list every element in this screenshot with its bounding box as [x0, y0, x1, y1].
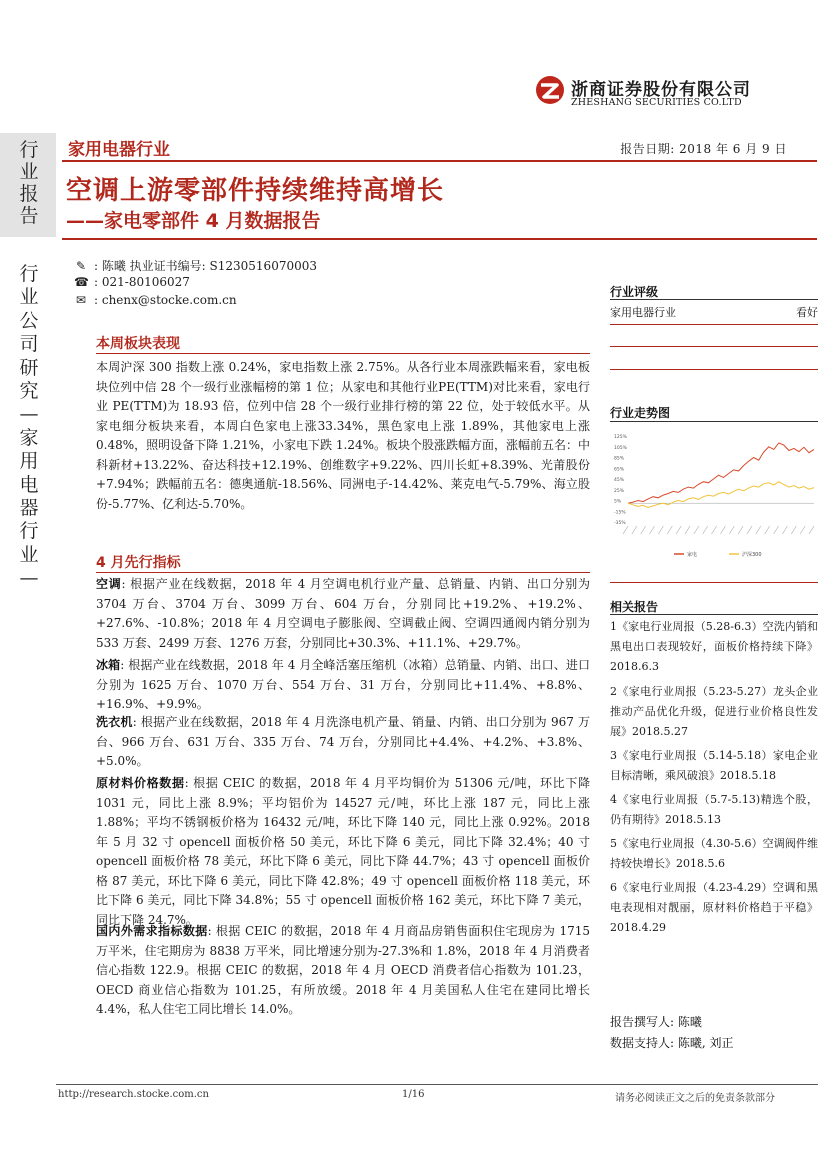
rating-divider	[610, 369, 818, 370]
demand-text: : 根据 CEIC 的数据，2018 年 4 月商品房销售面积住宅现房为 1715 万平米，住宅期房为 8838 万平米，同比增速分别为-27.3%和 1.8%，2018 年 4 月消费者信心指数 122.9。根据 CEIC 的数据，2018 年 4 月 OECD 消费者信心指数为 101.23，OECD 商业信心指数为 101.25，有所放缓。2018 年 4 月美国私人住宅在建同比增长 4.4%，私人住宅工同比增长 14.0%。	[96, 924, 590, 1016]
legend-label: 沪深300	[742, 552, 762, 558]
x-tick-mark	[765, 526, 770, 534]
vertical-label-char: 用	[19, 450, 39, 473]
legend-label: 家电	[687, 552, 698, 558]
x-tick-mark	[800, 526, 805, 534]
company-logo	[535, 75, 775, 115]
y-tick-label: 85%	[614, 456, 625, 462]
related-report-item[interactable]: 2《家电行业周报（5.23-5.27）龙头企业推动产品优化升级，促进行业价格良性发展》2018.5.27	[610, 685, 818, 738]
weekly-paragraph: 本周沪深 300 指数上涨 0.24%，家电指数上涨 2.75%。从各行业本周涨跌幅来看，家电板块位列中信 28 个一级行业涨幅榜的第 1 位；从家电和其他行业PE(TTM)对比来看，家电行业 PE(TTM)为 18.93 倍，位列中信 28 个一级行业排行榜的第 22 位，处于较低水平。从家电细分板块来看，本周白色家电上涨33.34%，黑色家电上涨 1.89%，其他家电上涨 0.48%，照明设备下降 1.21%，小家电下跌 1.24%。板块个股涨跌幅方面，涨幅前五名：中科新材+13.22%、奋达科技+12.19%、创维数字+9.22%、四川长虹+8.39%、光莆股份+7.94%；跌幅前五名：德奥通航-18.56%、同洲电子-14.42%、莱克电气-5.79%、海立股份-5.77%、亿利达-5.70%。	[96, 360, 590, 511]
y-tick-label: 45%	[614, 478, 625, 483]
x-tick-mark	[774, 526, 779, 534]
x-tick-mark	[650, 526, 655, 534]
y-tick-label: -15%	[614, 510, 626, 516]
disclaimer-note: 请务必阅读正文之后的免责条款部分	[615, 1093, 775, 1104]
industry-trend-chart	[614, 430, 818, 560]
report-category-label	[0, 255, 56, 590]
company-name-cn: 浙商证券股份有限公司	[571, 80, 751, 100]
section-title-leading: 4 月先行指标	[96, 555, 181, 571]
vertical-label-char: 电	[19, 473, 39, 496]
x-tick-mark	[729, 526, 734, 534]
y-tick-label: 125%	[614, 435, 627, 440]
rating-title: 行业评级	[610, 285, 659, 299]
person-icon: ✎	[75, 259, 87, 273]
trend-bottom-rule	[610, 582, 818, 583]
footer-url[interactable]: http://research.stocke.com.cn	[58, 1089, 209, 1100]
x-tick-mark	[712, 526, 717, 534]
data-supporter: 数据支持人: 陈曦, 刘正	[610, 1036, 734, 1050]
related-report-item[interactable]: 3《家电行业周报（5.14-5.18）家电企业目标清晰，乘风破浪》2018.5.18	[610, 749, 818, 782]
vertical-label-char: 司	[19, 333, 39, 356]
x-tick-mark	[747, 526, 752, 534]
x-tick-mark	[720, 526, 725, 534]
report-authors	[610, 1012, 734, 1054]
industry-title: 家用电器行业	[68, 140, 170, 160]
x-tick-mark	[703, 526, 708, 534]
rating-divider	[610, 346, 818, 347]
phone-icon: ☎	[74, 275, 89, 289]
vertical-label-char: 研	[19, 356, 39, 379]
demand-paragraph	[96, 922, 590, 1020]
x-tick-mark	[667, 526, 672, 534]
report-subtitle: ——家电零部件 4 月数据报告	[66, 210, 321, 232]
analyst-phone: : 021-80106027	[94, 275, 190, 289]
vertical-label-char: 行	[19, 520, 39, 543]
fridge-paragraph	[96, 656, 590, 715]
x-tick-mark	[694, 526, 699, 534]
x-tick-mark	[632, 526, 637, 534]
related-report-item[interactable]: 6《家电行业周报（4.23-4.29）空调和黑电表现相对靓丽，原材料价格趋于平稳》2018.4.29	[610, 881, 818, 934]
vertical-label-char: 行	[19, 139, 39, 161]
rating-value: 看好	[796, 306, 818, 319]
related-title: 相关报告	[610, 600, 659, 614]
vertical-label-char: 业	[19, 543, 39, 566]
vertical-label-char: 业	[19, 286, 39, 309]
washer-text: : 根据产业在线数据，2018 年 4 月洗涤电机产量、销量、内销、出口分别为 967 万台、966 万台、631 万台、335 万台、74 万台，分别同比+4.4%、+4.2%、+3.8%、+5.0%。	[96, 715, 590, 768]
analyst-name-row	[74, 257, 317, 274]
related-report-item[interactable]: 1《家电行业周报（5.28-6.3）空洗内销和黑电出口表现较好，面板价格持续下降》2018.6.3	[610, 620, 818, 673]
analyst-name: : 陈曦 执业证书编号: S1230516070003	[94, 259, 318, 273]
company-name-en: ZHESHANG SECURITIES CO.LTD	[571, 97, 742, 108]
y-tick-label: 5%	[614, 499, 622, 505]
vertical-label-char: 器	[19, 497, 39, 520]
company-logo-icon	[535, 75, 565, 105]
rating-divider	[610, 324, 818, 325]
rating-rule	[610, 299, 818, 300]
y-tick-label: -35%	[614, 521, 626, 526]
raw-material-text: : 根据 CEIC 的数据，2018 年 4 月平均铜价为 51306 元/吨，环比下降 1031 元，同比上涨 8.9%；平均铝价为 14527 元/吨，环比上涨 187 元，同比上涨 1.88%；平均不锈钢板价格为 16432 元/吨，环比下降 140 元，同比上涨 0.92%。2018 年 5 月 32 寸 opencell 面板价格 50 美元，环比下降 6 美元，同比下降 32.4%；40 寸 opencell 面板价格 78 美元，环比下降 6 美元，同比下降 44.7%；43 寸 opencell 面板价格 87 美元，环比下降 6 美元，同比下降 42.8%；49 寸 opencell 面板价格 118 美元，环比下降 6 美元，同比下降 34.8%；55 寸 opencell 面板价格 162 美元，环比下降 7 美元，同比下降 24.7%。	[96, 776, 590, 927]
mail-icon: ✉	[75, 293, 87, 307]
section-rule	[96, 572, 590, 573]
y-tick-label: 25%	[614, 488, 625, 494]
washer-label: 洗衣机	[96, 715, 133, 729]
vertical-label-char: 告	[19, 205, 39, 227]
x-tick-mark	[782, 526, 787, 534]
demand-label: 国内外需求指标数据	[96, 924, 208, 938]
x-tick-mark	[756, 526, 761, 534]
series-line-1	[628, 482, 814, 508]
vertical-label-char: 行	[19, 263, 39, 285]
analyst-email[interactable]: : chenx@stocke.com.cn	[94, 293, 237, 307]
y-tick-label: 65%	[614, 467, 625, 473]
ac-paragraph	[96, 575, 590, 653]
footer-rule	[56, 1084, 818, 1085]
vertical-label-char: —	[19, 567, 39, 590]
raw-material-paragraph	[96, 774, 590, 930]
vertical-label-char: 业	[19, 161, 39, 183]
x-tick-mark	[809, 526, 814, 534]
section-rule	[96, 353, 590, 354]
y-tick-label: 105%	[614, 445, 627, 451]
x-tick-mark	[641, 526, 646, 534]
title-rule	[62, 238, 817, 240]
report-date: 报告日期: 2018 年 6 月 9 日	[620, 142, 787, 156]
x-tick-mark	[623, 526, 628, 534]
report-type-label	[0, 133, 56, 237]
raw-material-label: 原材料价格数据	[96, 776, 185, 790]
vertical-label-char: 究	[19, 380, 39, 403]
related-report-item[interactable]: 4《家电行业周报（5.7-5.13)精选个股，仍有期待》2018.5.13	[610, 793, 818, 826]
series-line-0	[628, 443, 814, 503]
related-rule	[610, 614, 818, 615]
vertical-label-char: 家	[19, 426, 39, 449]
ac-text: : 根据产业在线数据，2018 年 4 月空调电机行业产量、总销量、内销、出口分别为 3704 万台、3704 万台、3099 万台、604 万台，分别同比+19.2%、+19.2%、+27.6%、-10.8%；2018 年 4 月空调电子膨胀阀、空调截止阀、空调四通阀内销分别为 533 万套、2499 万套、1276 万套，分别同比+30.3%、+11.1%、+29.7%。	[96, 577, 590, 650]
related-report-item[interactable]: 5《家电行业周报（4.30-5.6）空调阀件维持较快增长》2018.5.6	[610, 837, 818, 870]
page-number: 1/16	[402, 1089, 425, 1100]
x-tick-mark	[658, 526, 663, 534]
x-tick-mark	[685, 526, 690, 534]
vertical-label-char: —	[19, 403, 39, 426]
analyst-phone-row	[74, 275, 190, 289]
report-writer: 报告撰写人: 陈曦	[610, 1015, 702, 1029]
analyst-email-row	[74, 293, 237, 307]
report-title: 空调上游零部件持续维持高增长	[66, 176, 445, 206]
header-rule	[62, 160, 817, 162]
ac-label: 空调	[96, 577, 122, 591]
fridge-label: 冰箱	[96, 658, 121, 672]
washer-paragraph	[96, 713, 590, 772]
vertical-label-char: 报	[19, 183, 39, 205]
x-tick-mark	[791, 526, 796, 534]
fridge-text: : 根据产业在线数据，2018 年 4 月全峰活塞压缩机（冰箱）总销量、内销、出口、进口分别为 1625 万台、1070 万台、554 万台、31 万台，分别同比+11.4%、+8.8%、+16.9%、+9.9%。	[96, 658, 590, 711]
rating-industry: 家用电器行业	[610, 306, 676, 319]
x-tick-mark	[676, 526, 681, 534]
trend-rule	[610, 421, 818, 422]
section-title-weekly: 本周板块表现	[96, 336, 180, 352]
vertical-label-char: 公	[19, 309, 39, 332]
trend-title: 行业走势图	[610, 406, 671, 420]
x-tick-mark	[738, 526, 743, 534]
